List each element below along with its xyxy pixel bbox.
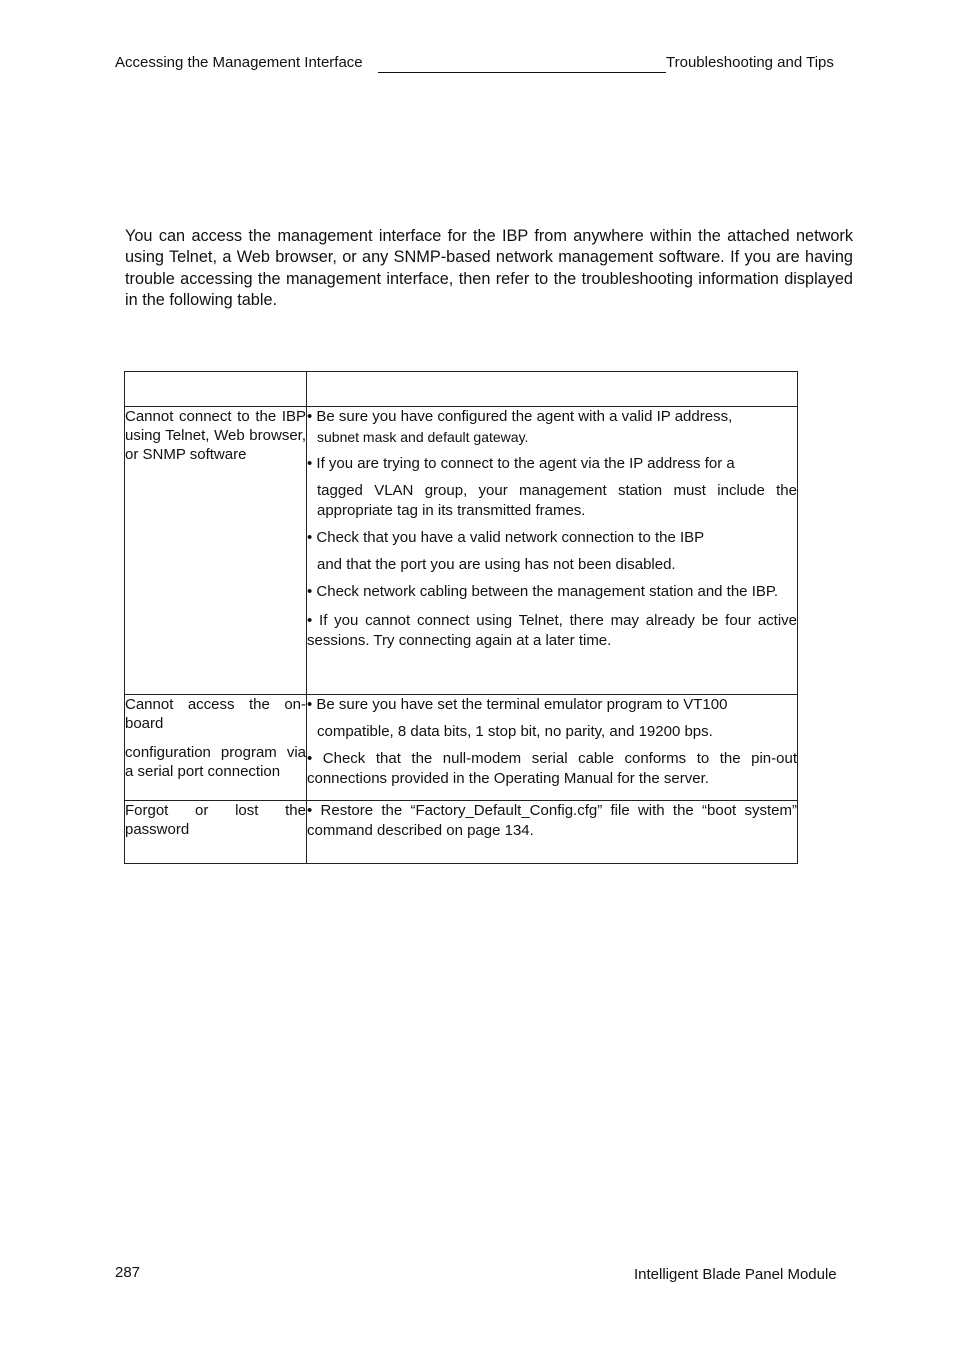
table-row [125,407,798,695]
solution-line: • Check that you have a valid network connection to the IBP [307,529,705,546]
running-header-left: Accessing the Management Interface [115,54,363,71]
table-row [125,801,798,864]
table-row [125,695,798,801]
solution-line: subnet mask and default gateway. [317,429,529,445]
running-footer-title: Intelligent Blade Panel Module [634,1266,837,1283]
solution-line: compatible, 8 data bits, 1 stop bit, no parity, and 19200 bps. [317,723,713,740]
troubleshooting-table [124,371,798,864]
problem-text: Forgot or lost the password [125,802,306,838]
problem-text: configuration program via a serial port connection [125,744,306,780]
solution-line: • If you cannot connect using Telnet, there may already be four active sessions. Try connecting again at a later time. [307,612,797,649]
solution-line: and that the port you are using has not been disabled. [317,556,676,573]
solution-column-header [307,372,798,407]
table-header-row [125,372,798,407]
problem-column-header [125,372,307,407]
solution-line: • Restore the “Factory_Default_Config.cfg” file with the “boot system” command described on page 134. [307,802,797,839]
problem-cell [125,695,307,801]
problem-text: Cannot access the on-board [125,696,306,732]
solution-cell [307,695,798,801]
problem-cell [125,801,307,864]
solution-cell [307,801,798,864]
page-number: 287 [115,1264,141,1281]
running-header-right: Troubleshooting and Tips [666,54,834,71]
header-rule [378,72,666,73]
solution-line: • Check that the null-modem serial cable conforms to the pin-out connections provided in the Operating Manual for the server. [307,750,797,787]
solution-line: • Check network cabling between the management station and the IBP. [307,583,779,600]
solution-line: tagged VLAN group, your management station must include the appropriate tag in its transmitted frames. [317,482,797,519]
solution-line: • If you are trying to connect to the agent via the IP address for a [307,455,735,472]
problem-cell [125,407,307,695]
solution-line: • Be sure you have configured the agent with a valid IP address, [307,408,733,425]
solution-line: • Be sure you have set the terminal emulator program to VT100 [307,696,728,713]
problem-text: Cannot connect to the IBP using Telnet, Web browser, or SNMP software [125,408,306,463]
solution-cell [307,407,798,695]
intro-paragraph: You can access the management interface for the IBP from anywhere within the attached network using Telnet, a Web browser, or any SNMP-based network management software. If you are having trouble accessing the management interface, then refer to the troubleshooting information displayed in the following table. [125,227,853,309]
